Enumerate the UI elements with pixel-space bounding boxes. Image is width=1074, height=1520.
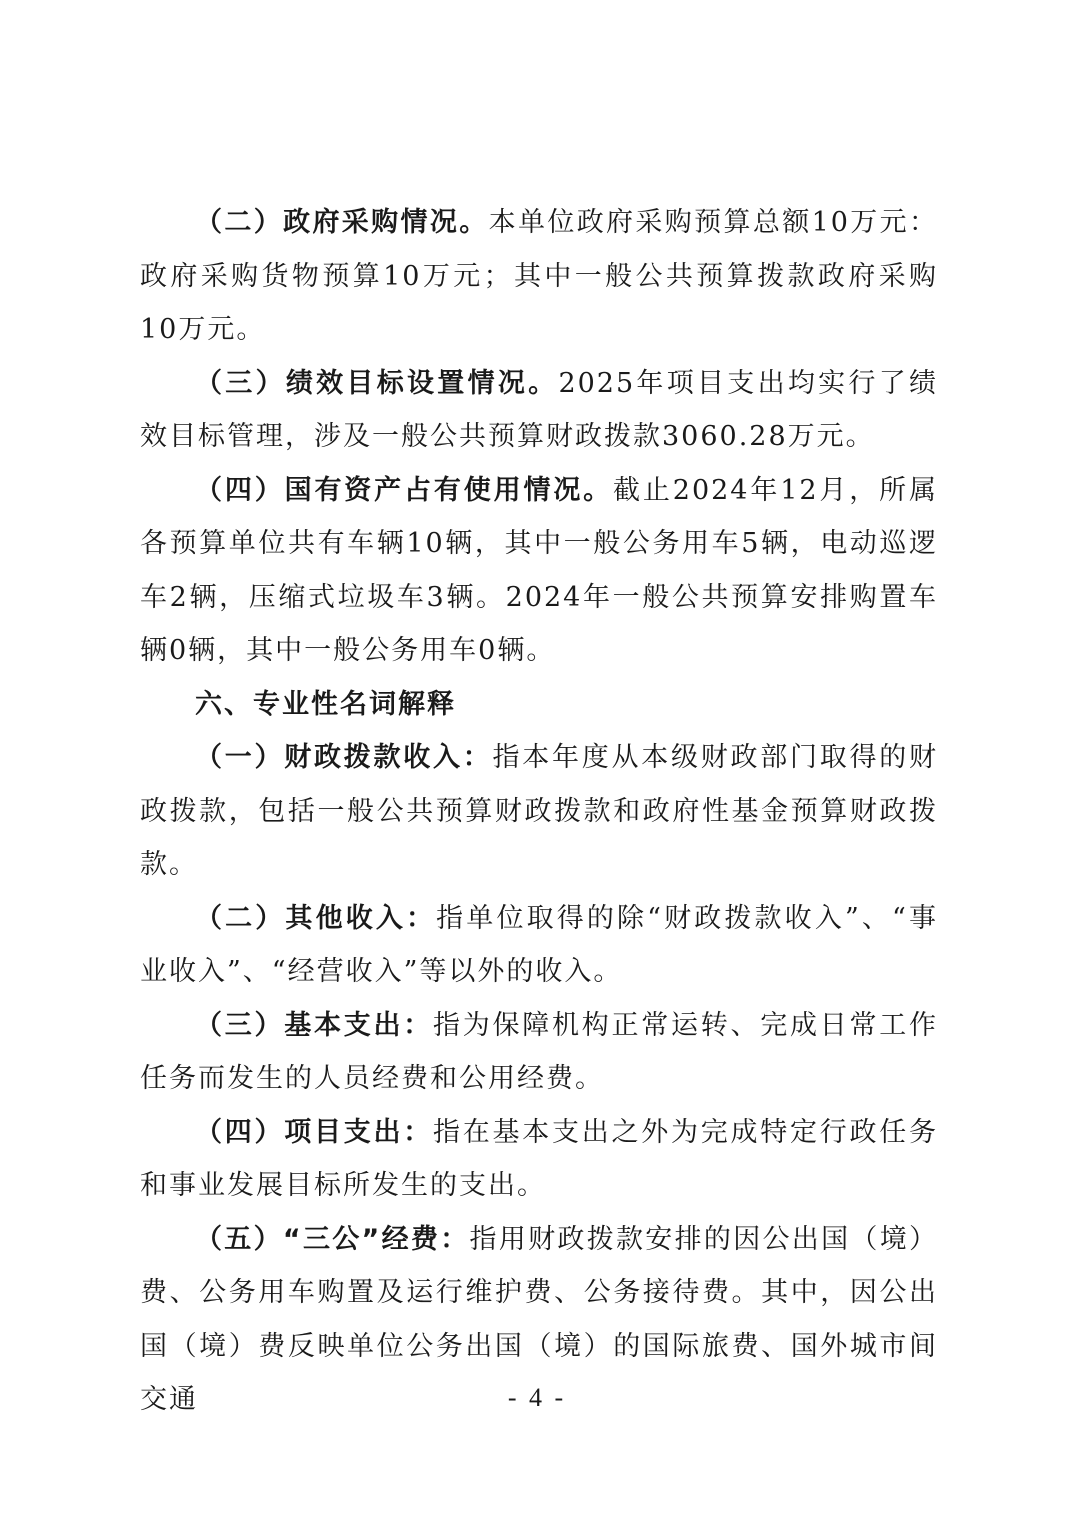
paragraph-text: 本单位政府采购预算总额10万元：政府采购货物预算10万元；其中一般公共预算拨款政府采购10万元。 [140,207,939,345]
term-lead: （四）项目支出： [195,1116,433,1148]
term-lead: （五）“三公”经费： [195,1223,470,1255]
term-text: 指单位取得的除“财政拨款收入”、“事业收入”、“经营收入”等以外的收入。 [140,902,938,987]
term-lead: （二）其他收入： [195,902,437,934]
document-body [140,196,938,1427]
term-text: 指本年度从本级财政部门取得的财政拨款，包括一般公共预算财政拨款和政府性基金预算财政拨款。 [140,742,938,880]
paragraph-state-assets [140,464,938,678]
term-project-expenditure [140,1106,938,1213]
paragraph-lead: （四）国有资产占有使用情况。 [195,474,614,506]
term-text: 指用财政拨款安排的因公出国（境）费、公务用车购置及运行维护费、公务接待费。其中，因公出国（境）费反映单位公务出国（境）的国际旅费、国外城市间交通 [140,1223,938,1415]
term-lead: （三）基本支出： [195,1009,433,1041]
term-basic-expenditure [140,999,938,1106]
term-fiscal-appropriation-income [140,731,938,892]
paragraph-lead: （三）绩效目标设置情况。 [195,367,559,399]
paragraph-performance-targets [140,357,938,464]
paragraph-text: 截止2024年12月，所属各预算单位共有车辆10辆，其中一般公务用车5辆，电动巡逻车2辆，压缩式垃圾车3辆。2024年一般公共预算安排购置车辆0辆，其中一般公务用车0辆。 [140,474,938,666]
term-text: 指为保障机构正常运转、完成日常工作任务而发生的人员经费和公用经费。 [140,1009,938,1094]
term-lead: （一）财政拨款收入： [195,742,493,773]
page-number: - 4 - [507,1383,567,1412]
term-text: 指在基本支出之外为完成特定行政任务和事业发展目标所发生的支出。 [140,1116,938,1201]
section-heading: 六、专业性名词解释 [195,688,456,720]
paragraph-government-procurement [140,196,938,357]
paragraph-lead: （二）政府采购情况。 [195,207,489,238]
paragraph-text: 2025年项目支出均实行了绩效目标管理，涉及一般公共预算财政拨款3060.28万元。 [140,367,939,452]
term-other-income [140,892,938,999]
